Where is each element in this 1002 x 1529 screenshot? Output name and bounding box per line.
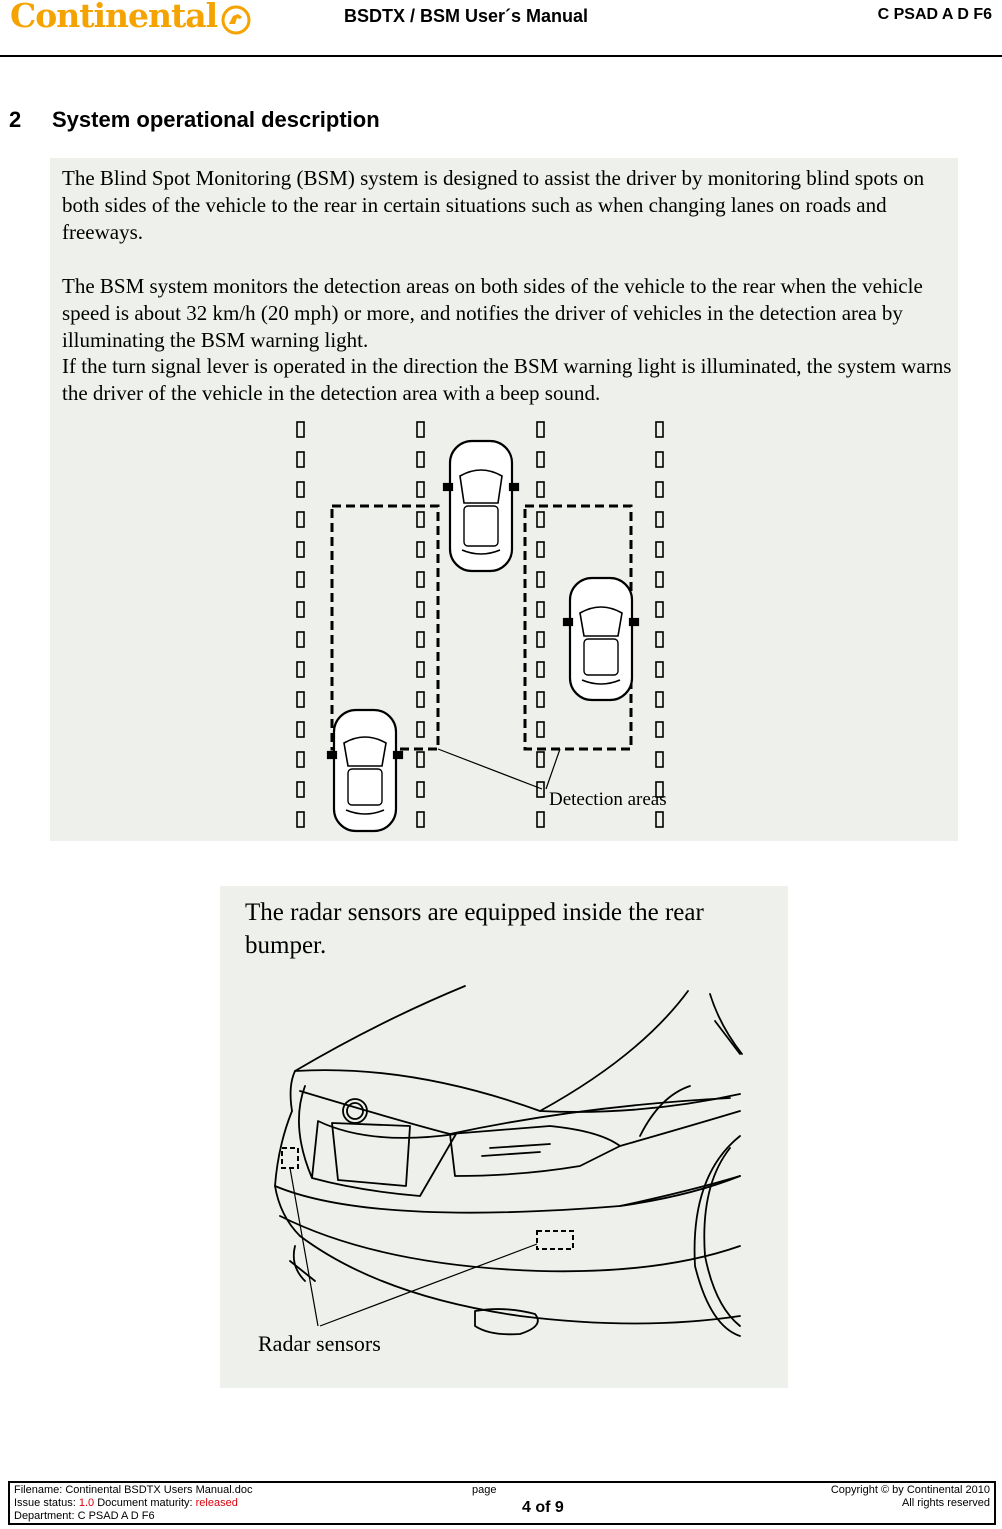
rear-bumper-illustration	[220, 886, 788, 1388]
footer-page-number: 4 of 9	[522, 1499, 564, 1516]
footer-filename: Continental BSDTX Users Manual.doc	[65, 1484, 253, 1496]
footer-document-info	[14, 1484, 252, 1523]
lane-marker-column	[417, 422, 424, 827]
lane-marker-column	[537, 422, 544, 827]
footer-page-label: page	[472, 1484, 497, 1496]
detection-areas-label: Detection areas	[549, 789, 667, 810]
bsm-turn-signal-paragraph: If the turn signal lever is operated in the direction the BSM warning light is illuminated, the system warns the driver of the vehicle in the detection area with a beep sound.	[62, 354, 952, 405]
section-number: 2	[9, 107, 22, 132]
section-heading	[9, 107, 380, 133]
callout-leader-line	[438, 749, 542, 789]
vehicle-host	[444, 441, 518, 571]
header-divider	[0, 55, 1002, 57]
page-footer	[8, 1481, 996, 1525]
lane-marker-column	[297, 422, 304, 827]
footer-copyright	[831, 1484, 990, 1510]
radar-sensor-center	[537, 1231, 573, 1249]
continental-logo: Continental	[10, 0, 218, 35]
footer-issue-line: Issue status: 1.0 Document maturity: released	[14, 1497, 238, 1509]
bsm-description-figure	[50, 158, 958, 841]
callout-leader-line	[546, 749, 560, 789]
vehicle-left-lane	[328, 710, 402, 831]
bsm-monitoring-paragraph: The BSM system monitors the detection areas on both sides of the vehicle to the rear when the vehicle speed is about 32 km/h (20 mph) or more, and notifies the driver of vehicles in the detection area by illuminating the BSM warning light.	[62, 274, 923, 352]
footer-department: C PSAD A D F6	[77, 1510, 155, 1522]
detection-areas-diagram	[50, 158, 958, 841]
horse-emblem-icon	[220, 4, 252, 36]
radar-sensor-figure	[220, 886, 788, 1388]
footer-filename-line: Filename: Continental BSDTX Users Manual.doc	[14, 1484, 253, 1496]
lane-marker-column	[656, 422, 663, 827]
radar-sensor-left	[282, 1148, 298, 1168]
rights-line: All rights reserved	[901, 1497, 990, 1509]
document-maturity-value: released	[195, 1497, 238, 1509]
vehicle-right-lane	[564, 578, 638, 700]
footer-department-line: Department: C PSAD A D F6	[14, 1510, 155, 1522]
bsm-intro-paragraph: The Blind Spot Monitoring (BSM) system is designed to assist the driver by monitoring blind spots on both sides of the vehicle to the rear in certain situations such as when changing lanes on roads and freeways.	[62, 166, 925, 244]
document-title: BSDTX / BSM User´s Manual	[344, 6, 589, 26]
issue-status-value: 1.0	[78, 1497, 95, 1509]
radar-sensor-caption: The radar sensors are equipped inside the rear bumper.	[245, 899, 704, 959]
copyright-line: Copyright © by Continental 2010	[830, 1484, 990, 1496]
document-code: C PSAD A D F6	[877, 6, 992, 23]
page-header	[0, 0, 1002, 58]
radar-sensors-label: Radar sensors	[258, 1331, 381, 1356]
section-title: System operational description	[52, 107, 380, 132]
